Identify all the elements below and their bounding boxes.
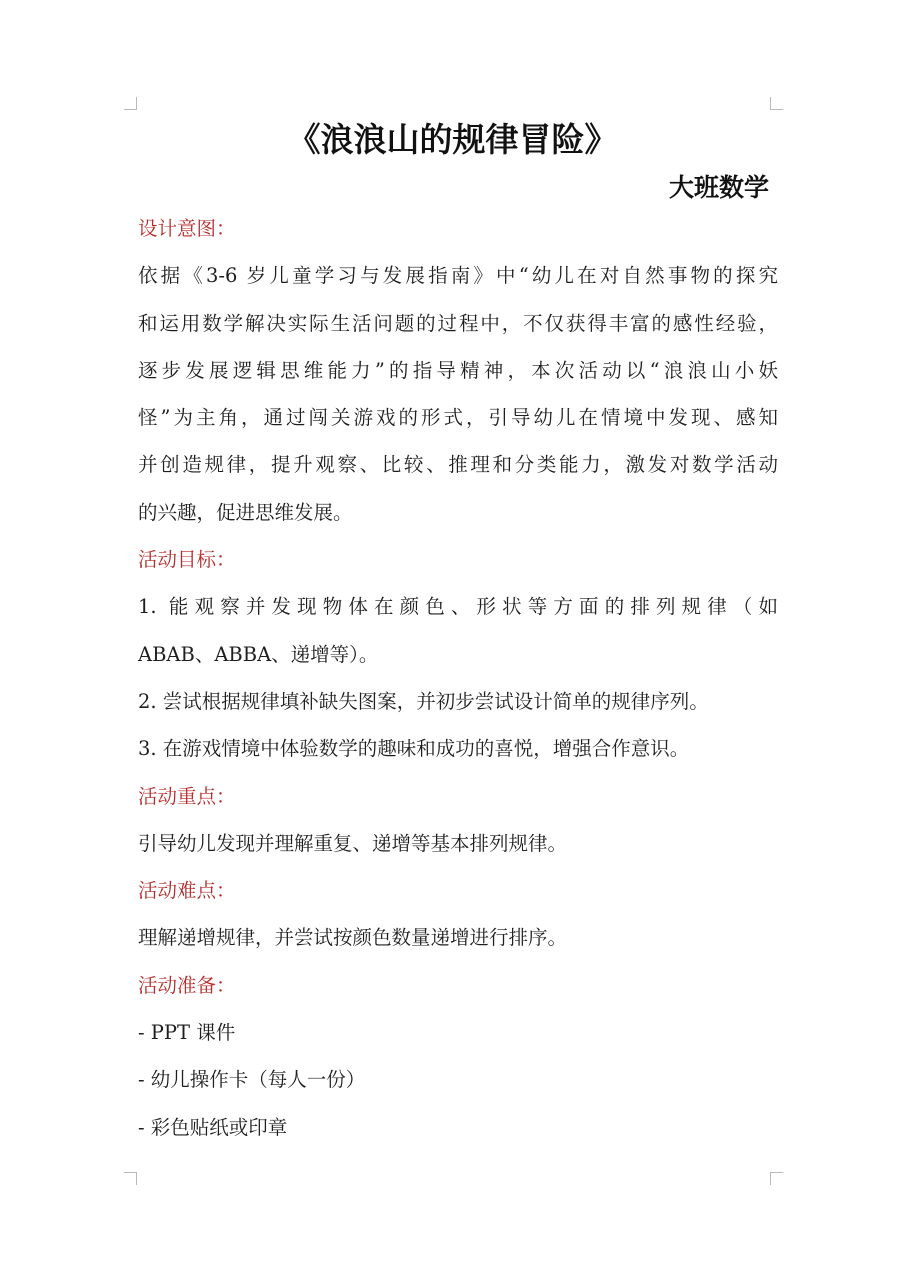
paragraph-line: 的兴趣，促进思维发展。	[138, 500, 353, 524]
document-title: 《浪浪山的规律冒险》	[287, 120, 618, 159]
document-body	[138, 205, 778, 1151]
crop-mark-top-left	[124, 97, 137, 110]
goal-line: ABAB、ABBA、递增等）。	[138, 642, 379, 666]
section-heading-preparation: 活动准备：	[138, 973, 236, 997]
crop-mark-top-right	[770, 97, 783, 110]
section-heading-design-intent: 设计意图：	[138, 217, 236, 240]
preparation-item: - 幼儿操作卡（每人一份）	[138, 1068, 366, 1092]
section-heading-goals: 活动目标：	[138, 548, 236, 572]
preparation-item: - PPT 课件	[138, 1021, 236, 1045]
paragraph-line: 怪”为主角，通过闯关游戏的形式，引导幼儿在情境中发现、感知	[138, 406, 778, 430]
preparation-item: - 彩色贴纸或印章	[138, 1115, 288, 1139]
section-heading-difficulty: 活动难点：	[138, 879, 236, 903]
paragraph-line: 逐步发展逻辑思维能力”的指导精神，本次活动以“浪浪山小妖	[138, 358, 778, 382]
crop-mark-bottom-left	[124, 1172, 137, 1185]
document-subtitle: 大班数学	[668, 173, 769, 202]
paragraph-line: 并创造规律，提升观察、比较、推理和分类能力，激发对数学活动	[138, 453, 778, 477]
difficulty-line: 理解递增规律，并尝试按颜色数量递增进行排序。	[138, 926, 568, 950]
crop-mark-bottom-right	[770, 1172, 783, 1185]
key-point-line: 引导幼儿发现并理解重复、递增等基本排列规律。	[138, 831, 568, 855]
section-heading-key-point: 活动重点：	[138, 784, 236, 808]
paragraph-line: 依据《3-6 岁儿童学习与发展指南》中“幼儿在对自然事物的探究	[138, 264, 778, 288]
goal-line: 3. 在游戏情境中体验数学的趣味和成功的喜悦，增强合作意识。	[138, 737, 690, 761]
goal-line: 2. 尝试根据规律填补缺失图案，并初步尝试设计简单的规律序列。	[138, 689, 709, 713]
paragraph-line: 和运用数学解决实际生活问题的过程中，不仅获得丰富的感性经验，	[138, 311, 778, 335]
goal-line: 1. 能观察并发现物体在颜色、形状等方面的排列规律（如	[138, 595, 778, 619]
